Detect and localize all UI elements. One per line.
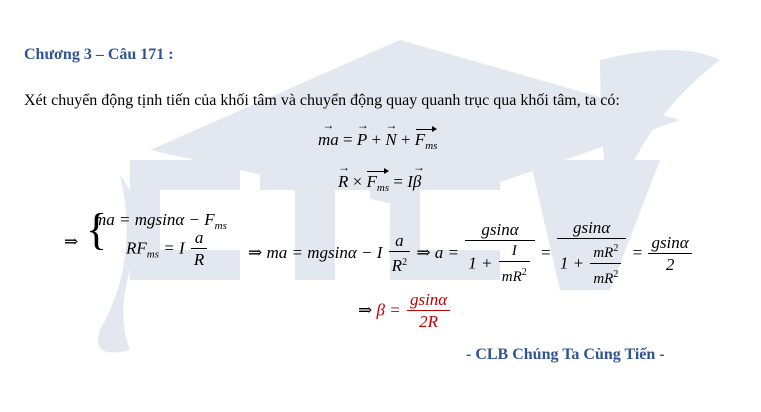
footer-signature: - CLB Chúng Ta Cùng Tiến -	[466, 346, 665, 363]
eq1-n: → N	[385, 130, 396, 150]
eq2-beta: → β	[413, 172, 421, 192]
eq2-friction: $F_{ms}$	[366, 172, 390, 194]
system-line-1: ma = $mgsin\alpha - F_{ms}$	[94, 210, 227, 232]
system-arrow: ⇒	[64, 232, 79, 251]
intro-text: Xét chuyển động tịnh tiến của khối tâm và chuyển động quay quanh trục qua khối tâm, ta có:	[24, 92, 620, 109]
system-line-2: $RF_{ms} = I$ $\frac{a}{R}$	[126, 228, 209, 271]
eq1-p: → P	[357, 130, 367, 150]
eq1-friction: $F_{ms}$	[414, 130, 438, 152]
system-brace: {	[86, 205, 108, 254]
equation-torque: → $R \times F_{ms} = I\to \beta$	[338, 170, 421, 194]
page-title: Chương 3 – Câu 171 :	[24, 46, 174, 63]
equation-newton: → ma = → P + → $N + F_{ms}$	[318, 128, 437, 152]
final-result: ⇒ β = $\frac{gsin\alpha}{2R}$	[358, 290, 452, 333]
eq1-lhs: → ma	[318, 130, 339, 150]
derivation-chain: ⇒ ma = mgsinα − I $\frac{a}{R^2}$ ⇒ a = gsinα 1 + $\frac{I}{mR^2}$ = gsinα 1 + $\frac{mR^2}{mR^2}$ = $\frac{gsin\alpha}{2}$	[248, 218, 694, 290]
eq2-r: → R	[338, 172, 348, 192]
